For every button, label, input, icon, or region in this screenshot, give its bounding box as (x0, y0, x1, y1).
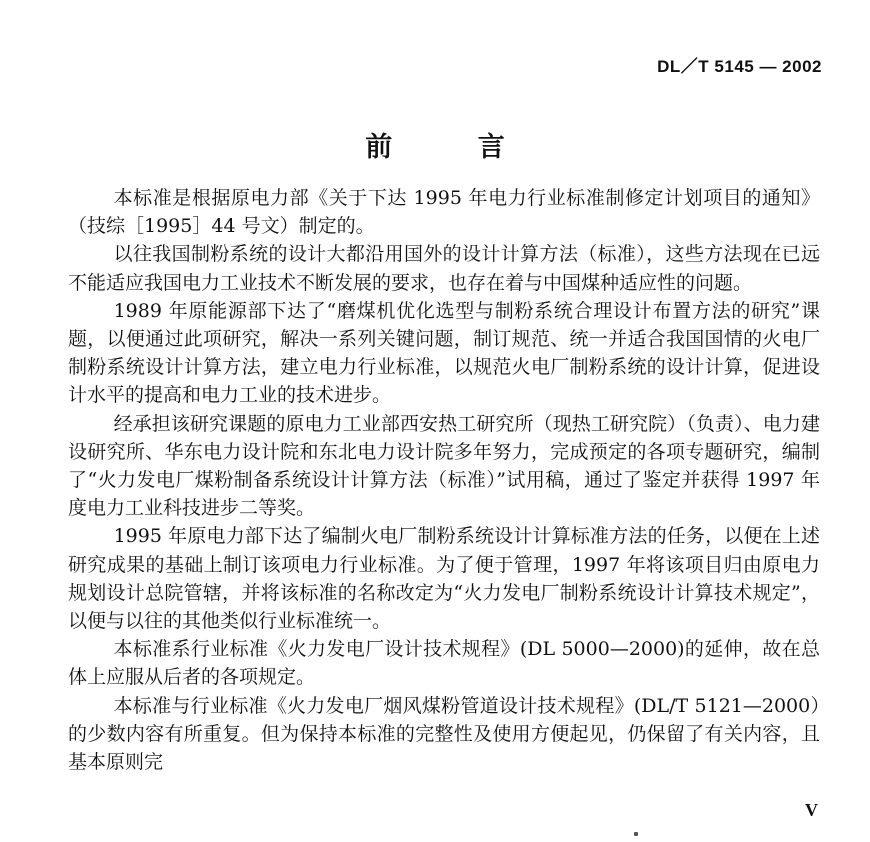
body-text (68, 184, 820, 776)
standard-number: DL／T 5145 — 2002 (657, 57, 822, 76)
paragraph: 1995 年原电力部下达了编制火电厂制粉系统设计计算标准方法的任务，以便在上述研究成果的基础上制订该项电力行业标准。为了便于管理，1997 年将该项目归由原电力规划设计总院管辖，并将该标准的名称改定为“火力发电厂制粉系统设计计算技术规定”，以便与以往的其他类似行业标准统一。 (68, 525, 820, 633)
paragraph: 经承担该研究课题的原电力工业部西安热工研究所（现热工研究院）（负责）、电力建设研究所、华东电力设计院和东北电力设计院多年努力，完成预定的各项专题研究，编制了“火力发电厂煤粉制备系统设计计算方法（标准）”试用稿，通过了鉴定并获得 1997 年度电力工业科技进步二等奖。 (68, 412, 820, 520)
paragraph: 以往我国制粉系统的设计大都沿用国外的设计计算方法（标准），这些方法现在已远不能适应我国电力工业技术不断发展的要求，也存在着与中国煤种适应性的问题。 (68, 243, 820, 294)
paragraph: 本标准与行业标准《火力发电厂烟风煤粉管道设计技术规程》(DL/T 5121—2000）的少数内容有所重复。但为保持本标准的完整性及使用方便起见，仍保留了有关内容，且基本原则完 (68, 694, 820, 774)
paragraph: 1989 年原能源部下达了“磨煤机优化选型与制粉系统合理设计布置方法的研究”课题，以便通过此项研究，解决一系列关键问题，制订规范、统一并适合我国国情的火电厂制粉系统设计计算方法，建立电力行业标准，以规范火电厂制粉系统的设计计算，促进设计水平的提高和电力工业的技术进步。 (68, 299, 820, 407)
paragraph: 本标准系行业标准《火力发电厂设计技术规程》(DL 5000—2000)的延伸，故在总体上应服从后者的各项规定。 (68, 638, 820, 689)
page-title: 前 言 (365, 132, 543, 163)
paragraph: 本标准是根据原电力部《关于下达 1995 年电力行业标准制修定计划项目的通知》（技综［1995］44 号文）制定的。 (68, 187, 820, 238)
page-number: V (805, 800, 818, 820)
scan-speck (634, 832, 638, 836)
